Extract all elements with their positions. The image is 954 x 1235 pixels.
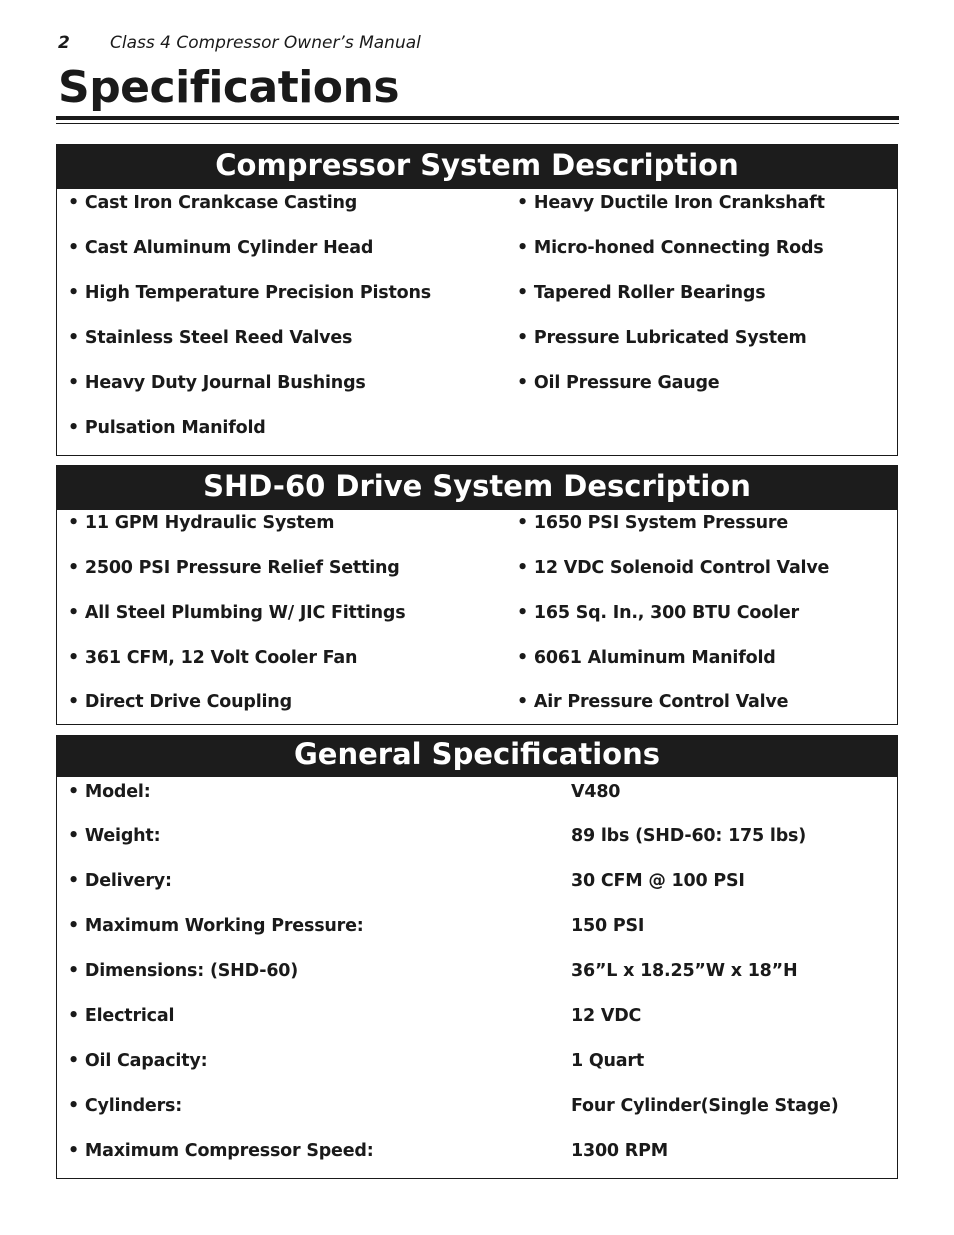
spec-label: • Maximum Compressor Speed: [68, 1141, 374, 1161]
list-item: • Pulsation Manifold [68, 418, 266, 438]
list-item: • 12 VDC Solenoid Control Valve [517, 558, 830, 578]
list-item: • 11 GPM Hydraulic System [68, 513, 335, 533]
list-item: • 2500 PSI Pressure Relief Setting [68, 558, 400, 578]
list-item: • Stainless Steel Reed Valves [68, 328, 353, 348]
manual-title: Class 4 Compressor Owner’s Manual [110, 33, 421, 53]
spec-value: Four Cylinder(Single Stage) [571, 1096, 839, 1116]
list-item: • Tapered Roller Bearings [517, 283, 766, 303]
list-item: • 1650 PSI System Pressure [517, 513, 789, 533]
spec-value: 30 CFM @ 100 PSI [571, 871, 745, 891]
list-item: • Heavy Duty Journal Bushings [68, 373, 366, 393]
list-item: • 165 Sq. In., 300 BTU Cooler [517, 603, 799, 623]
list-item: • Pressure Lubricated System [517, 328, 807, 348]
title-rule-thin [56, 123, 899, 124]
spec-value: 36”L x 18.25”W x 18”H [571, 961, 798, 981]
title-rule [56, 116, 899, 120]
drive-section [56, 465, 898, 725]
spec-value: 1300 RPM [571, 1141, 668, 1161]
spec-value: V480 [571, 782, 621, 802]
section-heading: SHD-60 Drive System Description [57, 466, 897, 510]
spec-label: • Model: [68, 782, 151, 802]
spec-value: 1 Quart [571, 1051, 645, 1071]
list-item: • Oil Pressure Gauge [517, 373, 720, 393]
spec-label: • Cylinders: [68, 1096, 183, 1116]
list-item: • Micro-honed Connecting Rods [517, 238, 824, 258]
spec-label: • Maximum Working Pressure: [68, 916, 364, 936]
spec-value: 89 lbs (SHD-60: 175 lbs) [571, 826, 807, 846]
spec-label: • Delivery: [68, 871, 172, 891]
page-title: Specifications [58, 62, 400, 113]
list-item: • 6061 Aluminum Manifold [517, 648, 776, 668]
list-item: • All Steel Plumbing W/ JIC Fittings [68, 603, 406, 623]
compressor-section [56, 144, 898, 456]
list-item: • Direct Drive Coupling [68, 692, 292, 712]
list-item: • 361 CFM, 12 Volt Cooler Fan [68, 648, 358, 668]
list-item: • Heavy Ductile Iron Crankshaft [517, 193, 825, 213]
spec-label: • Dimensions: (SHD-60) [68, 961, 299, 981]
running-header [58, 33, 421, 53]
list-item: • High Temperature Precision Pistons [68, 283, 431, 303]
spec-label: • Electrical [68, 1006, 175, 1026]
section-heading: General Specifications [57, 736, 897, 777]
section-heading: Compressor System Description [57, 145, 897, 189]
page-number: 2 [58, 33, 70, 53]
spec-value: 12 VDC [571, 1006, 642, 1026]
list-item: • Air Pressure Control Valve [517, 692, 789, 712]
list-item: • Cast Aluminum Cylinder Head [68, 238, 374, 258]
list-item: • Cast Iron Crankcase Casting [68, 193, 358, 213]
spec-label: • Weight: [68, 826, 161, 846]
spec-value: 150 PSI [571, 916, 645, 936]
general-section [56, 735, 898, 1179]
spec-label: • Oil Capacity: [68, 1051, 208, 1071]
